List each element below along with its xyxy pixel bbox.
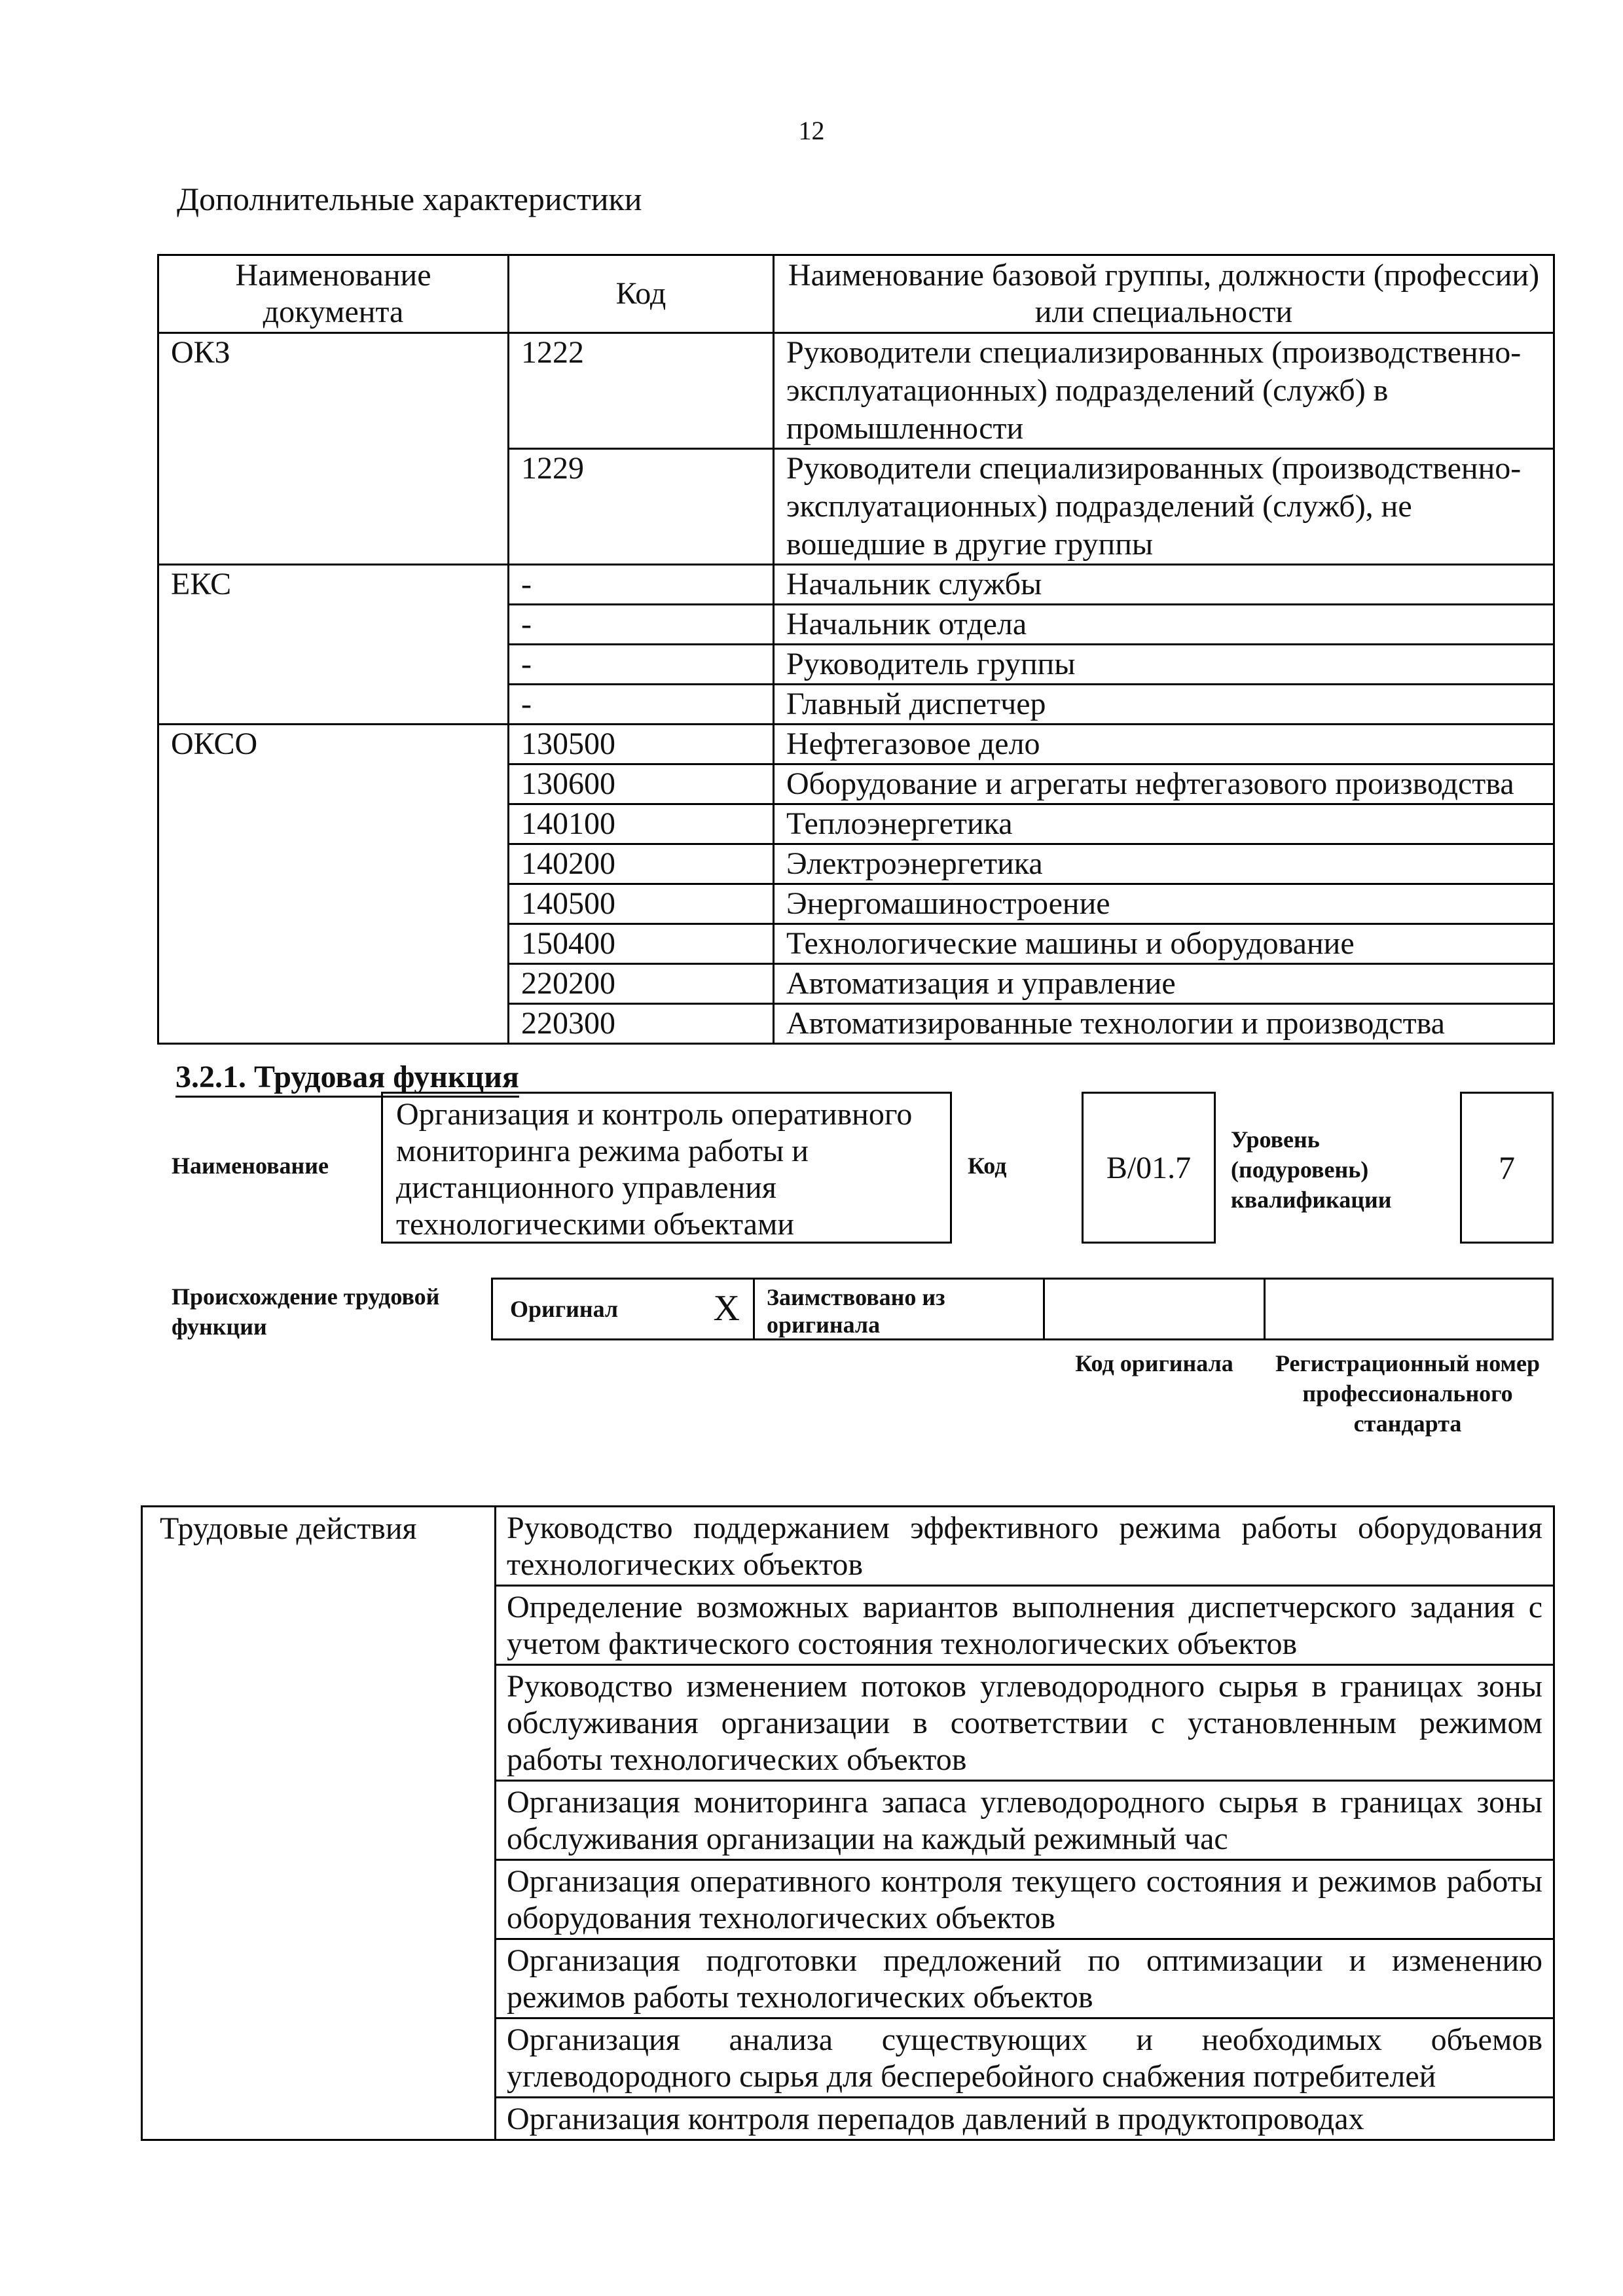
name-cell: Автоматизация и управление [774, 964, 1554, 1004]
labor-action-item: Руководство изменением потоков углеводородного сырья в границах зоны обслуживания организации в соответствии с установленным режимом работы технологических объектов [496, 1665, 1554, 1781]
code-cell: - [509, 645, 774, 685]
page-number: 12 [798, 116, 825, 145]
name-cell: Электроэнергетика [774, 844, 1554, 884]
doc-eks: ЕКС [158, 565, 509, 725]
labor-action-item: Организация анализа существующих и необходимых объемов углеводородного сырья для бесперебойного снабжения потребителей [496, 2018, 1554, 2098]
code-cell: 220300 [509, 1004, 774, 1044]
code-cell: 140100 [509, 804, 774, 844]
labor-action-item: Определение возможных вариантов выполнения диспетчерского задания с учетом фактического состояния технологических объектов [496, 1586, 1554, 1665]
code-cell: - [509, 605, 774, 645]
code-cell: 150400 [509, 924, 774, 964]
name-cell: Оборудование и агрегаты нефтегазового производства [774, 764, 1554, 804]
level-label: Уровень (подуровень) квалификации [1231, 1126, 1392, 1213]
name-cell: Главный диспетчер [774, 685, 1554, 725]
original-code-cell [1043, 1278, 1266, 1340]
labor-action-item: Организация оперативного контроля текущего состояния и режимов работы оборудования технологических объектов [496, 1860, 1554, 1939]
function-code-box: B/01.7 [1082, 1092, 1216, 1244]
name-cell: Руководители специализированных (производственно-эксплуатационных) подразделений (служб), не вошедшие в другие группы [774, 449, 1554, 565]
original-label: Оригинал [510, 1296, 619, 1322]
table-row [158, 333, 1554, 449]
header-name: Наименование базовой группы, должности (профессии) или специальности [774, 255, 1554, 333]
code-cell: 1229 [509, 449, 774, 565]
section-heading: Дополнительные характеристики [177, 181, 642, 217]
doc-okz: ОКЗ [158, 333, 509, 565]
table-row [158, 565, 1554, 605]
name-label: Наименование [172, 1153, 329, 1179]
characteristics-table [157, 254, 1555, 1045]
borrowed-cell: Заимствовано из оригинала [753, 1278, 1045, 1340]
name-cell: Технологические машины и оборудование [774, 924, 1554, 964]
code-cell: - [509, 565, 774, 605]
table-row [142, 1507, 1554, 1586]
code-cell: - [509, 685, 774, 725]
name-cell: Руководитель группы [774, 645, 1554, 685]
origin-label: Происхождение трудовой функции [172, 1283, 440, 1340]
name-cell: Энергомашиностроение [774, 884, 1554, 924]
labor-function-heading: 3.2.1. Трудовая функция [175, 1059, 519, 1098]
labor-action-item: Организация подготовки предложений по оптимизации и изменению режимов работы технологических объектов [496, 1939, 1554, 2018]
table-row [158, 725, 1554, 764]
original-mark: X [713, 1288, 740, 1329]
function-name-box: Организация и контроль оперативного мониторинга режима работы и дистанционного управления технологическими объектами [381, 1092, 952, 1244]
labor-actions-table [141, 1505, 1555, 2141]
code-label: Код [968, 1153, 1007, 1179]
level-value-box: 7 [1460, 1092, 1554, 1244]
original-code-label: Код оригинала [1075, 1350, 1233, 1376]
name-cell: Нефтегазовое дело [774, 725, 1554, 764]
name-cell: Начальник службы [774, 565, 1554, 605]
code-cell: 1222 [509, 333, 774, 449]
header-document: Наименование документа [158, 255, 509, 333]
name-cell: Автоматизированные технологии и производства [774, 1004, 1554, 1044]
name-cell: Теплоэнергетика [774, 804, 1554, 844]
labor-action-item: Руководство поддержанием эффективного режима работы оборудования технологических объектов [496, 1507, 1554, 1586]
code-cell: 140500 [509, 884, 774, 924]
labor-action-item: Организация мониторинга запаса углеводородного сырья в границах зоны обслуживания организации на каждый режимный час [496, 1781, 1554, 1860]
reg-number-cell [1264, 1278, 1554, 1340]
code-cell: 140200 [509, 844, 774, 884]
code-cell: 220200 [509, 964, 774, 1004]
code-cell: 130600 [509, 764, 774, 804]
reg-number-label: Регистрационный номер профессионального стандарта [1275, 1350, 1541, 1437]
labor-action-item: Организация контроля перепадов давлений в продуктопроводах [496, 2098, 1554, 2140]
name-cell: Начальник отдела [774, 605, 1554, 645]
name-cell: Руководители специализированных (производственно-эксплуатационных) подразделений (служб) в промышленности [774, 333, 1554, 449]
original-cell [491, 1278, 755, 1340]
code-cell: 130500 [509, 725, 774, 764]
header-code: Код [509, 255, 774, 333]
doc-okso: ОКСО [158, 725, 509, 1044]
table-header-row [158, 255, 1554, 333]
labor-actions-label: Трудовые действия [142, 1507, 496, 2140]
